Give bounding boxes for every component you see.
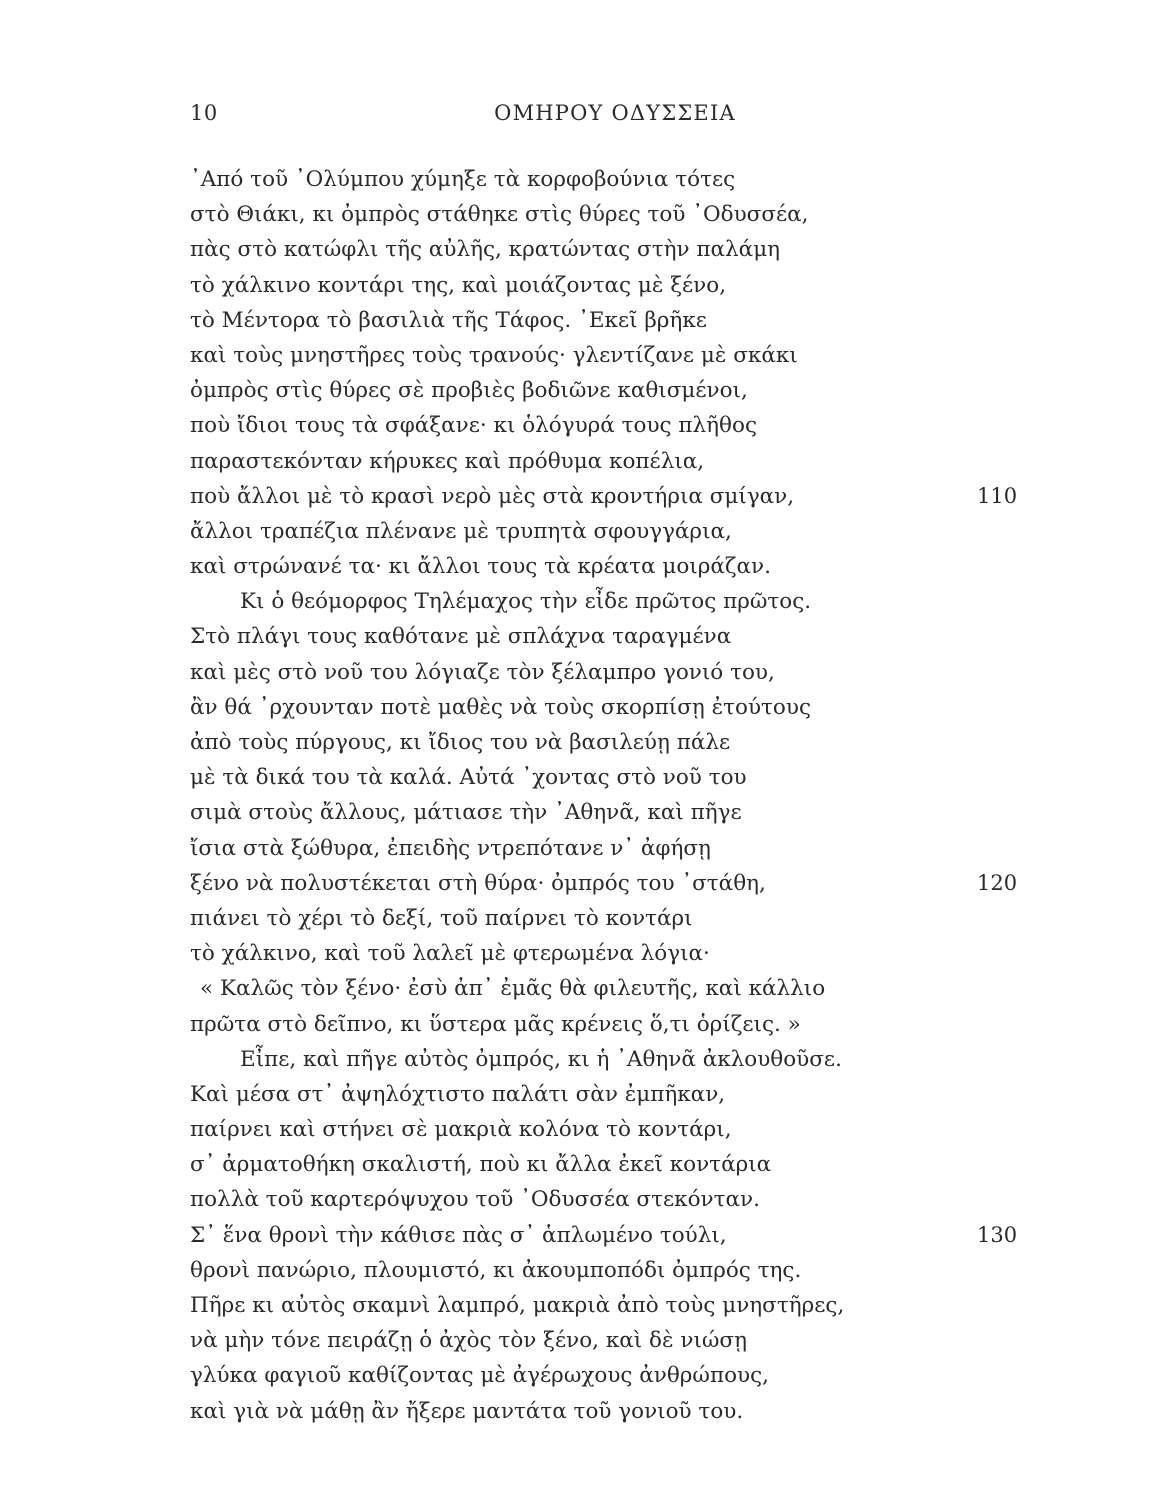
verse-line: [190, 584, 1070, 619]
verse-text: Πῆρε κι αὐτὸς σκαμνὶ λαμπρό, μακριὰ ἀπὸ τοὺς μνηστῆρες,: [190, 1293, 845, 1318]
verse-line: [190, 408, 1070, 443]
verse-text: τὸ χάλκινο, καὶ τοῦ λαλεῖ μὲ φτερωμένα λόγια·: [190, 941, 710, 967]
verse-line: [190, 197, 1070, 232]
verse-line: [190, 373, 1070, 408]
verse-text: ποὺ ἄλλοι μὲ τὸ κρασὶ νερὸ μὲς στὰ κροντήρια σμίγαν,: [190, 483, 795, 509]
verse-text: ἀπὸ τοὺς πύργους, κι ἴδιος του νὰ βασιλεύῃ πάλε: [190, 730, 731, 755]
verse-text: Σ᾿ ἕνα θρονὶ τὴν κάθισε πὰς σ᾿ ἁπλωμένο τούλι,: [190, 1222, 727, 1248]
verse-text: γλύκα φαγιοῦ καθίζοντας μὲ ἀγέρωχους ἀνθρώπους,: [190, 1363, 769, 1389]
verse-line: [190, 444, 1070, 479]
verse-text: « Καλῶς τὸν ξένο· ἐσὺ ἀπ᾿ ἐμᾶς θὰ φιλευτῆς, καὶ κάλλιο: [200, 976, 826, 1002]
verse-line: [190, 1147, 1070, 1182]
verse-line: [190, 1007, 1070, 1042]
verse-text: στὸ Θιάκι, κι ὀμπρὸς στάθηκε στὶς θύρες τοῦ ᾿Οδυσσέα,: [190, 202, 809, 228]
verse-line: [190, 232, 1070, 267]
verse-text: σ᾿ ἀρματοθήκη σκαλιστή, ποὺ κι ἄλλα ἐκεῖ κοντάρια: [190, 1152, 772, 1178]
verse-text: ἴσια στὰ ξώθυρα, ἐπειδὴς ντρεπότανε ν᾿ ἀφήσῃ: [190, 835, 711, 861]
verse-text: παραστεκόνταν κήρυκες καὶ πρόθυμα κοπέλια,: [190, 448, 705, 474]
verse-line: [190, 760, 1070, 795]
verse-line: [190, 1112, 1070, 1147]
verse-text: τὸ χάλκινο κοντάρι της, καὶ μοιάζοντας μὲ ξένο,: [190, 272, 727, 298]
verse-text: ᾿Από τοῦ ᾿Ολύμπου χύμηξε τὰ κορφοβούνια τότες: [190, 167, 736, 192]
verse-line: [190, 162, 1070, 197]
verse-line: [190, 1358, 1070, 1393]
verse-text: πιάνει τὸ χέρι τὸ δεξί, τοῦ παίρνει τὸ κοντάρι: [190, 905, 693, 931]
verse-line: [190, 268, 1070, 303]
verse-text: ἄλλοι τραπέζια πλένανε μὲ τρυπητὰ σφουγγάρια,: [190, 518, 732, 544]
verse-line: [190, 936, 1070, 971]
verse-line: [190, 1288, 1070, 1323]
verse-text: ὀμπρὸς στὶς θύρες σὲ προβιὲς βοδιῶνε καθισμένοι,: [190, 378, 748, 404]
verse-text: καὶ στρώνανέ τα· κι ἄλλοι τους τὰ κρέατα μοιράζαν.: [190, 554, 771, 580]
line-number: 110: [977, 483, 1018, 508]
verse-text: ποὺ ἴδιοι τους τὰ σφάξανε· κι ὁλόγυρά τους πλῆθος: [190, 413, 757, 439]
verse-line: [190, 1323, 1070, 1358]
verse-text: Καὶ μέσα στ᾿ ἀψηλόχτιστο παλάτι σὰν ἐμπῆκαν,: [190, 1081, 726, 1107]
verse-text: παίρνει καὶ στήνει σὲ μακριὰ κολόνα τὸ κοντάρι,: [190, 1117, 732, 1143]
verse-text: Κι ὁ θεόμορφος Τηλέμαχος τὴν εἶδε πρῶτος πρῶτος.: [240, 589, 812, 615]
verse-line: [190, 1182, 1070, 1217]
verse-line: [190, 1253, 1070, 1288]
verse-line: [190, 1042, 1070, 1077]
verse-line: [190, 549, 1070, 584]
verse-line: [190, 866, 1070, 901]
verse-text: Εἶπε, καὶ πῆγε αὐτὸς ὀμπρός, κι ἡ ᾿Αθηνᾶ ἀκλουθοῦσε.: [240, 1046, 842, 1072]
line-number: 130: [977, 1222, 1018, 1247]
verse-line: [190, 795, 1070, 830]
verse-line: [190, 514, 1070, 549]
verse-line: [190, 725, 1070, 760]
page-number: 10: [190, 101, 218, 125]
verse-line: [190, 338, 1070, 373]
verse-text: ἂν θά ᾿ρχουνταν ποτὲ μαθὲς νὰ τοὺς σκορπίσῃ ἐτούτους: [190, 694, 811, 720]
verse-text: μὲ τὰ δικά του τὰ καλά. Αὐτά ᾿χοντας στὸ νοῦ του: [190, 765, 747, 791]
verse-text: πὰς στὸ κατώφλι τῆς αὐλῆς, κρατώντας στὴν παλάμη: [190, 237, 781, 263]
verse-text: καὶ τοὺς μνηστῆρες τοὺς τρανούς· γλεντίζανε μὲ σκάκι: [190, 342, 798, 368]
verse-text: καὶ γιὰ νὰ μάθῃ ἂν ἤξερε μαντάτα τοῦ γονιοῦ του.: [190, 1398, 744, 1424]
verse-line: [190, 971, 1070, 1006]
verse-text: ξένο νὰ πολυστέκεται στὴ θύρα· ὀμπρός του ᾿στάθη,: [190, 870, 766, 896]
verse-text: Στὸ πλάγι τους καθότανε μὲ σπλάχνα ταραγμένα: [190, 624, 732, 650]
verse-line: [190, 690, 1070, 725]
verse-text: πρῶτα στὸ δεῖπνο, κι ὕστερα μᾶς κρένεις ὅ,τι ὁρίζεις. »: [190, 1011, 801, 1037]
line-number: 120: [977, 870, 1018, 895]
verse-line: [190, 1077, 1070, 1112]
verse-line: [190, 1394, 1070, 1429]
verse-text: νὰ μὴν τόνε πειράζῃ ὁ ἀχὸς τὸν ξένο, καὶ δὲ νιώσῃ: [190, 1328, 747, 1354]
verse-line: [190, 655, 1070, 690]
verse-line: [190, 619, 1070, 654]
verse-text: καὶ μὲς στὸ νοῦ του λόγιαζε τὸν ξέλαμπρο γονιό του,: [190, 659, 775, 685]
verse-line: [190, 831, 1070, 866]
running-title: ΟΜΗΡΟΥ ΟΔΥΣΣΕΙΑ: [494, 101, 736, 125]
verse-line: [190, 1218, 1070, 1253]
verse-text: πολλὰ τοῦ καρτερόψυχου τοῦ ᾿Οδυσσέα στεκόνταν.: [190, 1187, 760, 1213]
verse-line: [190, 479, 1070, 514]
verse-line: [190, 901, 1070, 936]
verse-line: [190, 303, 1070, 338]
verse-block: [190, 162, 1070, 1429]
verse-text: σιμὰ στοὺς ἄλλους, μάτιασε τὴν ᾿Αθηνᾶ, καὶ πῆγε: [190, 800, 742, 826]
verse-text: θρονὶ πανώριο, πλουμιστό, κι ἀκουμποπόδι ὀμπρός της.: [190, 1257, 802, 1283]
verse-text: τὸ Μέντορα τὸ βασιλιὰ τῆς Τάφος. ᾿Εκεῖ βρῆκε: [190, 307, 707, 333]
